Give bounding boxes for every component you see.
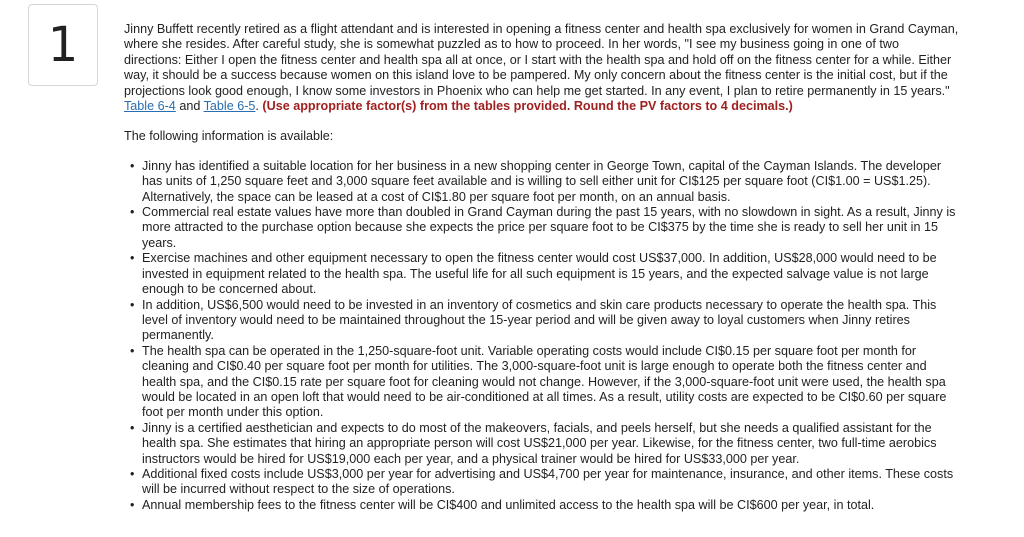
table-6-4-link[interactable]: Table 6-4	[124, 99, 176, 114]
period-text: .	[255, 99, 259, 114]
fact-item: • The health spa can be operated in the 1,250-square-foot unit. Variable operating costs would include CI$0.15 per square foot per month for cleaning and CI$0.40 per square foot per month for utilities. The 3,000-square-foot unit is large enough to operate both the fitness center and health spa, and the CI$0.15 rate per square foot for cleaning would not change. However, if the 3,000-square-foot unit were used, the health spa would be located in an open loft that would need to be air-conditioned at all times. As a result, utility costs are expected to be CI$0.60 per square foot per month under this option.	[142, 344, 959, 421]
intro-text: Jinny Buffett recently retired as a flight attendant and is interested in opening a fitness center and health spa exclusively for women in Grand Cayman, where she resides. After careful study, she is somewhat puzzled as to how to proceed. In her words, "I see my business going in one of two directions: Either I open the fitness center and health spa all at once, or I start with the health spa and hold off on the fitness center for a while. Either way, it should be a success because women on this island love to be pampered. My only concern about the fitness center is the initial cost, but if the projections look good enough, I know some investors in Phoenix who can help me get started. In any event, I plan to retire permanently in 15 years."	[124, 22, 959, 98]
fact-item: • Annual membership fees to the fitness center will be CI$400 and unlimited access to the health spa will be CI$600 per year, in total.	[142, 498, 959, 513]
fact-item: • Commercial real estate values have more than doubled in Grand Cayman during the past 15 years, with no slowdown in sight. As a result, Jinny is more attracted to the purchase option because she expects the price per square foot to be CI$375 by the time she is ready to sell her unit in 15 years.	[142, 205, 959, 251]
facts-list	[124, 159, 959, 513]
question-intro	[124, 22, 959, 114]
fact-item: • Additional fixed costs include US$3,000 per year for advertising and US$4,700 per year for maintenance, insurance, and other items. These costs will be incurred without respect to the size of operations.	[142, 467, 959, 498]
fact-item: • Jinny has identified a suitable location for her business in a new shopping center in George Town, capital of the Cayman Islands. The developer has units of 1,250 square feet and 3,000 square feet available and is willing to sell either unit for CI$125 per square foot (CI$1.00 = US$1.25). Alternatively, the space can be leased at a cost of CI$1.80 per square foot per month, on an annual basis.	[142, 159, 959, 205]
fact-item: • In addition, US$6,500 would need to be invested in an inventory of cosmetics and skin care products necessary to operate the health spa. This level of inventory would need to be maintained throughout the 15-year period and will be given away to loyal customers when Jinny retires permanently.	[142, 298, 959, 344]
instruction-text: (Use appropriate factor(s) from the tables provided. Round the PV factors to 4 decimals.)	[262, 99, 793, 114]
fact-item: • Exercise machines and other equipment necessary to open the fitness center would cost US$37,000. In addition, US$28,000 would need to be invested in equipment related to the health spa. The useful life for all such equipment is 15 years, and the expected salvage value is not large enough to be concerned about.	[142, 251, 959, 297]
question-number-box	[28, 4, 98, 86]
and-text: and	[179, 99, 201, 114]
table-6-5-link[interactable]: Table 6-5	[203, 99, 256, 114]
question-content	[124, 22, 959, 513]
available-heading: The following information is available:	[124, 129, 334, 144]
question-number: 1	[47, 17, 79, 73]
fact-item: • Jinny is a certified aesthetician and expects to do most of the makeovers, facials, and peels herself, but she needs a qualified assistant for the health spa. She estimates that hiring an appropriate person will cost US$21,000 per year. Likewise, for the fitness center, two full-time aerobics instructors would be hired for US$19,000 each per year, and a physical trainer would be hired for US$33,000 per year.	[142, 421, 959, 467]
